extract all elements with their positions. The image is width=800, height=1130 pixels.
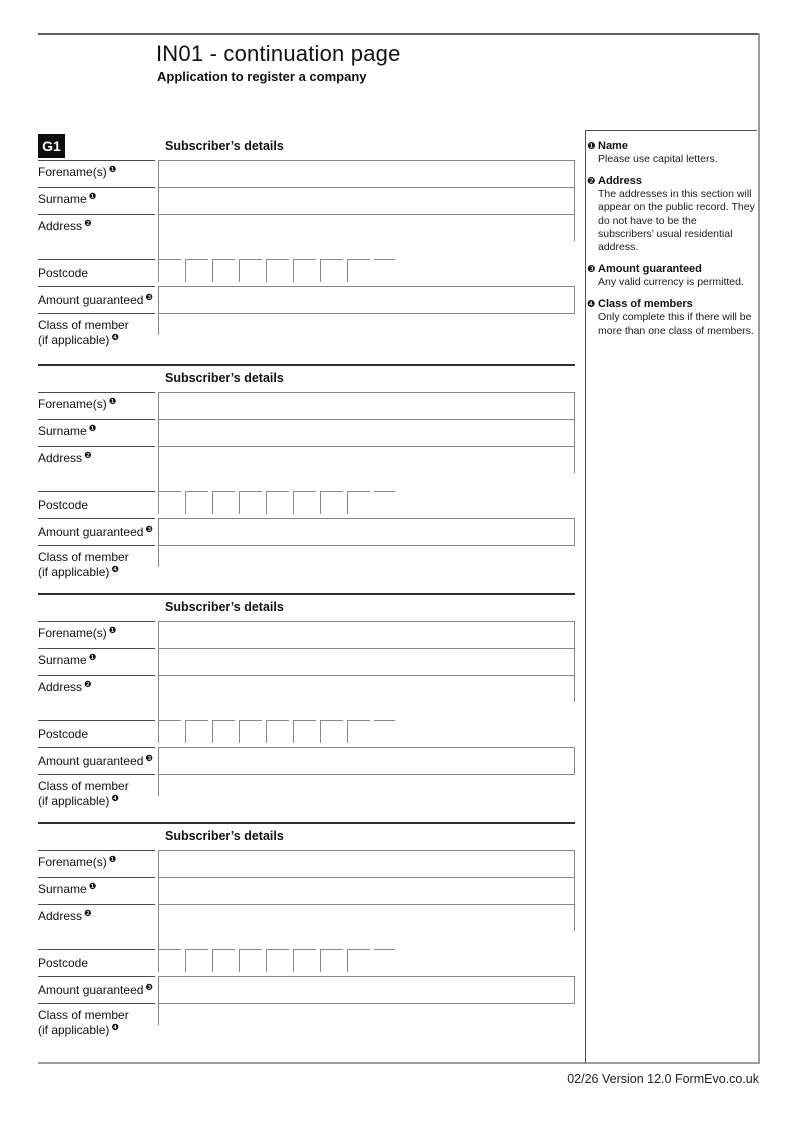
postcode-cell-input[interactable] (347, 491, 370, 514)
postcode-cell-input[interactable] (266, 259, 289, 282)
note-3-marker-icon: ❸ (145, 982, 154, 992)
subscriber-details-section (38, 822, 575, 1051)
postcode-cell-input[interactable] (320, 720, 343, 743)
postcode-cell-input[interactable] (239, 491, 262, 514)
forename-label (38, 855, 157, 869)
class-of-member-label (38, 1008, 157, 1039)
class-of-member-left-rule (158, 313, 159, 335)
class-of-member-input[interactable] (160, 547, 570, 569)
amount-guaranteed-input[interactable] (158, 286, 575, 314)
postcode-cell-input[interactable] (266, 491, 289, 514)
postcode-cell-input[interactable] (185, 720, 208, 743)
surname-input[interactable] (158, 419, 575, 447)
postcode-cell-input[interactable] (293, 491, 316, 514)
forename-label-text: Forename(s) (38, 165, 107, 179)
label-divider (38, 747, 155, 748)
postcode-cell-input[interactable] (212, 259, 235, 282)
note-2-marker-icon: ❷ (84, 908, 92, 918)
note-text: Please use capital letters. (598, 153, 718, 165)
section-header: Subscriber’s details (165, 139, 284, 153)
amount-guaranteed-label (38, 525, 157, 539)
address-line2-input[interactable] (158, 931, 575, 950)
note-text: Only complete this if there will be more than one class of members. (598, 311, 754, 337)
postcode-tail-rule (374, 491, 395, 514)
postcode-cell-input[interactable] (293, 720, 316, 743)
forename-label (38, 165, 157, 179)
surname-label (38, 192, 157, 206)
address-label (38, 451, 157, 465)
footer-version-text: 02/26 Version 12.0 FormEvo.co.uk (567, 1072, 759, 1086)
postcode-label-text: Postcode (38, 498, 89, 512)
note-text: The addresses in this section will appear on the public record. They do not have to be the subscribers’ usual residential address. (598, 188, 755, 254)
note-1-marker-icon: ❶ (108, 396, 117, 406)
class-of-member-label-line1: Class of member (38, 550, 129, 564)
postcode-cell-input[interactable] (347, 949, 370, 972)
address-line1-input[interactable] (158, 904, 575, 932)
postcode-cell-input[interactable] (347, 720, 370, 743)
class-of-member-left-rule (158, 774, 159, 796)
class-of-member-label-line2 (38, 1023, 157, 1039)
amount-guaranteed-label (38, 293, 157, 307)
label-divider (38, 675, 155, 676)
class-of-member-label-line2 (38, 565, 157, 581)
postcode-label-text: Postcode (38, 266, 89, 280)
label-divider (38, 720, 155, 721)
address-line1-input[interactable] (158, 214, 575, 242)
note-text: Any valid currency is permitted. (598, 276, 744, 289)
address-label (38, 909, 157, 923)
label-divider (38, 446, 155, 447)
label-divider (38, 545, 155, 546)
class-of-member-input[interactable] (160, 1005, 570, 1027)
class-of-member-input[interactable] (160, 776, 570, 798)
class-of-member-top-rule (158, 774, 575, 775)
class-of-member-label-line2 (38, 333, 157, 349)
amount-guaranteed-label-text: Amount guaranteed (38, 525, 144, 539)
class-of-member-label-line1: Class of member (38, 779, 129, 793)
postcode-cell-input[interactable] (158, 949, 181, 972)
address-line1-input[interactable] (158, 675, 575, 703)
label-divider (38, 774, 155, 775)
postcode-tail-rule (374, 259, 395, 282)
postcode-cell-input[interactable] (320, 259, 343, 282)
note-number-icon: ❶ (587, 141, 596, 152)
forename-label (38, 397, 157, 411)
surname-label (38, 882, 157, 896)
amount-guaranteed-label-text: Amount guaranteed (38, 983, 144, 997)
surname-input[interactable] (158, 648, 575, 676)
class-of-member-top-rule (158, 545, 575, 546)
surname-input[interactable] (158, 877, 575, 905)
address-label (38, 680, 157, 694)
sidebar-top-rule (585, 130, 757, 131)
class-of-member-left-rule (158, 1003, 159, 1025)
note-1-marker-icon: ❶ (88, 423, 97, 433)
address-line2-input[interactable] (158, 702, 575, 721)
label-divider (38, 259, 155, 260)
postcode-tail-rule (374, 720, 395, 743)
postcode-cells (158, 259, 395, 285)
postcode-cell-input[interactable] (212, 720, 235, 743)
amount-guaranteed-label (38, 754, 157, 768)
forename-input[interactable] (158, 850, 575, 878)
forename-input[interactable] (158, 621, 575, 649)
subscriber-details-section (38, 364, 575, 593)
sidebar-notes (587, 140, 755, 347)
note-2-marker-icon: ❷ (84, 450, 92, 460)
subscriber-details-section (38, 134, 575, 363)
forename-label-text: Forename(s) (38, 397, 107, 411)
label-divider (38, 904, 155, 905)
label-divider (38, 160, 155, 161)
class-of-member-label (38, 318, 157, 349)
surname-label (38, 424, 157, 438)
note-number-icon: ❹ (587, 299, 596, 311)
sidebar-note (587, 175, 755, 254)
label-divider (38, 976, 155, 977)
note-1-marker-icon: ❶ (108, 625, 117, 635)
amount-guaranteed-input[interactable] (158, 518, 575, 546)
label-divider (38, 949, 155, 950)
note-number-icon: ❷ (587, 176, 596, 188)
label-divider (38, 1003, 155, 1004)
surname-label-text: Surname (38, 424, 87, 438)
amount-guaranteed-label-text: Amount guaranteed (38, 754, 144, 768)
section-number-badge: G1 (38, 134, 65, 158)
note-4-marker-icon: ❹ (111, 1022, 119, 1032)
label-divider (38, 419, 155, 420)
address-line2-input[interactable] (158, 473, 575, 492)
note-4-marker-icon: ❹ (111, 332, 119, 342)
note-title: Name (598, 140, 628, 152)
postcode-cell-input[interactable] (293, 949, 316, 972)
page-bottom-rule (38, 1062, 760, 1064)
note-1-marker-icon: ❶ (88, 881, 97, 891)
class-of-member-top-rule (158, 1003, 575, 1004)
class-of-member-input[interactable] (160, 315, 570, 337)
class-of-member-label-line2-text: (if applicable) (38, 565, 110, 579)
postcode-cell-input[interactable] (347, 259, 370, 282)
label-divider (38, 850, 155, 851)
label-divider (38, 313, 155, 314)
note-3-marker-icon: ❸ (145, 524, 154, 534)
postcode-cell-input[interactable] (158, 720, 181, 743)
surname-label-text: Surname (38, 882, 87, 896)
note-title: Class of members (598, 298, 693, 311)
page-top-rule (38, 33, 760, 35)
note-number-icon: ❸ (587, 264, 596, 276)
note-2-marker-icon: ❷ (84, 679, 92, 689)
forename-input[interactable] (158, 160, 575, 188)
postcode-cell-input[interactable] (239, 720, 262, 743)
postcode-cell-input[interactable] (185, 259, 208, 282)
label-divider (38, 286, 155, 287)
class-of-member-top-rule (158, 313, 575, 314)
label-divider (38, 648, 155, 649)
note-1-marker-icon: ❶ (108, 164, 117, 174)
note-4-marker-icon: ❹ (111, 564, 119, 574)
amount-guaranteed-input[interactable] (158, 747, 575, 775)
address-label-text: Address (38, 680, 83, 694)
postcode-cell-input[interactable] (320, 491, 343, 514)
postcode-cell-input[interactable] (266, 949, 289, 972)
surname-label-text: Surname (38, 192, 87, 206)
forename-label-text: Forename(s) (38, 626, 107, 640)
label-divider (38, 518, 155, 519)
section-header: Subscriber’s details (165, 600, 284, 614)
subscriber-details-section (38, 593, 575, 822)
section-header: Subscriber’s details (165, 371, 284, 385)
surname-label-text: Surname (38, 653, 87, 667)
address-line1-input[interactable] (158, 446, 575, 474)
label-divider (38, 491, 155, 492)
class-of-member-left-rule (158, 545, 159, 567)
postcode-label (38, 266, 157, 280)
forename-input[interactable] (158, 392, 575, 420)
note-title: Amount guaranteed (598, 263, 702, 276)
forename-label-text: Forename(s) (38, 855, 107, 869)
note-3-marker-icon: ❸ (145, 292, 154, 302)
form-title: IN01 - continuation page (156, 41, 401, 66)
amount-guaranteed-label-text: Amount guaranteed (38, 293, 144, 307)
note-3-marker-icon: ❸ (145, 753, 154, 763)
label-divider (38, 621, 155, 622)
sidebar-note (587, 140, 755, 166)
label-divider (38, 214, 155, 215)
postcode-cell-input[interactable] (212, 949, 235, 972)
postcode-cell-input[interactable] (293, 259, 316, 282)
class-of-member-label-line2 (38, 794, 157, 810)
label-divider (38, 392, 155, 393)
postcode-label (38, 498, 157, 512)
note-1-marker-icon: ❶ (88, 191, 97, 201)
postcode-cell-input[interactable] (239, 259, 262, 282)
class-of-member-label (38, 550, 157, 581)
class-of-member-label-line1: Class of member (38, 1008, 129, 1022)
postcode-cells (158, 720, 395, 746)
postcode-label (38, 956, 157, 970)
page-right-rule (758, 33, 760, 1064)
postcode-label-text: Postcode (38, 956, 89, 970)
postcode-cell-input[interactable] (320, 949, 343, 972)
address-label-text: Address (38, 909, 83, 923)
address-label-text: Address (38, 451, 83, 465)
surname-input[interactable] (158, 187, 575, 215)
class-of-member-label-line2-text: (if applicable) (38, 333, 110, 347)
form-subtitle: Application to register a company (157, 69, 367, 84)
sidebar-note (587, 263, 755, 289)
postcode-cells (158, 949, 395, 975)
class-of-member-label-line1: Class of member (38, 318, 129, 332)
label-divider (38, 877, 155, 878)
postcode-tail-rule (374, 949, 395, 972)
postcode-cell-input[interactable] (185, 949, 208, 972)
postcode-cell-input[interactable] (185, 491, 208, 514)
postcode-label-text: Postcode (38, 727, 89, 741)
address-label-text: Address (38, 219, 83, 233)
class-of-member-label (38, 779, 157, 810)
note-1-marker-icon: ❶ (108, 854, 117, 864)
note-title: Address (598, 175, 643, 188)
address-label (38, 219, 157, 233)
sidebar-left-rule (585, 130, 586, 1063)
section-header: Subscriber’s details (165, 829, 284, 843)
amount-guaranteed-label (38, 983, 157, 997)
postcode-cells (158, 491, 395, 517)
postcode-label (38, 727, 157, 741)
forename-label (38, 626, 157, 640)
postcode-cell-input[interactable] (212, 491, 235, 514)
label-divider (38, 187, 155, 188)
sidebar-note (587, 298, 755, 337)
address-line2-input[interactable] (158, 241, 575, 260)
note-2-marker-icon: ❷ (84, 218, 92, 228)
postcode-cell-input[interactable] (266, 720, 289, 743)
postcode-cell-input[interactable] (158, 491, 181, 514)
postcode-cell-input[interactable] (158, 259, 181, 282)
postcode-cell-input[interactable] (239, 949, 262, 972)
note-1-marker-icon: ❶ (88, 652, 97, 662)
surname-label (38, 653, 157, 667)
class-of-member-label-line2-text: (if applicable) (38, 1023, 110, 1037)
class-of-member-label-line2-text: (if applicable) (38, 794, 110, 808)
note-4-marker-icon: ❹ (111, 793, 119, 803)
amount-guaranteed-input[interactable] (158, 976, 575, 1004)
